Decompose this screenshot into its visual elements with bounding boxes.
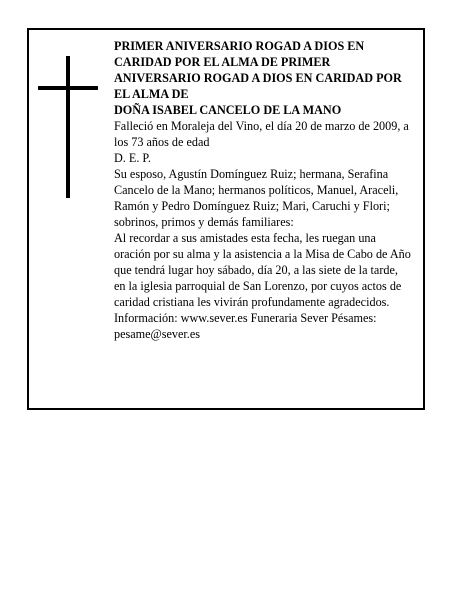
family-text: Su esposo, Agustín Domínguez Ruiz; hermana, Serafina Cancelo de la Mano; hermanos políticos, Manuel, Araceli, Ramón y Pedro Domínguez Ruiz; Mari, Caruchi y Flori; sobrinos, primos y demás familiares: bbox=[114, 167, 399, 229]
obituary-heading: PRIMER ANIVERSARIO ROGAD A DIOS EN CARIDAD POR EL ALMA DE PRIMER ANIVERSARIO ROGAD A DIOS EN CARIDAD POR EL ALMA DE bbox=[114, 39, 402, 101]
info-text: Información: www.sever.es Funeraria Sever Pésames: pesame@sever.es bbox=[114, 311, 377, 341]
obituary-text bbox=[114, 38, 412, 342]
cross-horizontal-bar bbox=[38, 86, 98, 90]
mass-text: Al recordar a sus amistades esta fecha, les ruegan una oración por su alma y la asistencia a la Misa de Cabo de Año que tendrá lugar hoy sábado, día 20, a las siete de la tarde, en la iglesia parroquial de San Lorenzo, por cuyos actos de caridad cristiana les vivirán profundamente agradecidos. bbox=[114, 231, 411, 309]
dep-text: D. E. P. bbox=[114, 151, 151, 165]
death-info: Falleció en Moraleja del Vino, el día 20 de marzo de 2009, a los 73 años de edad bbox=[114, 119, 409, 149]
cross-vertical-bar bbox=[66, 56, 70, 198]
deceased-name: DOÑA ISABEL CANCELO DE LA MANO bbox=[114, 103, 342, 117]
